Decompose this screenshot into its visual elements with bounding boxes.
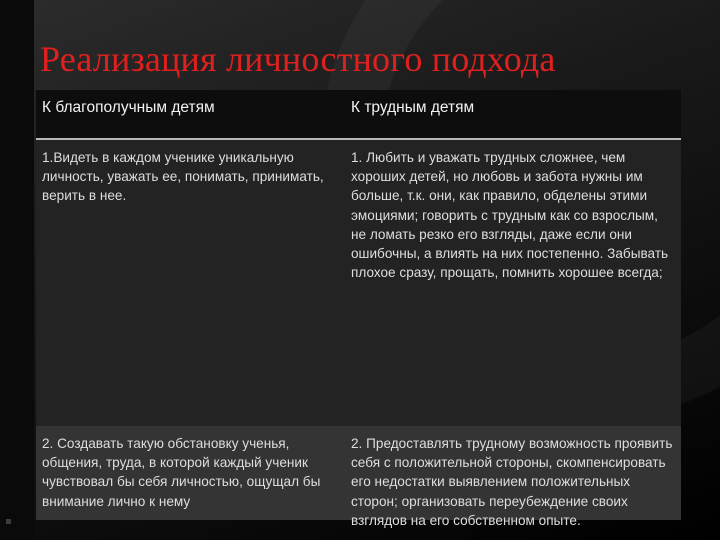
left-dark-stripe	[0, 0, 34, 540]
table-row	[36, 426, 681, 528]
table-row	[36, 140, 681, 426]
slide-title: Реализация личностного подхода	[40, 39, 556, 79]
table-header-row	[36, 90, 681, 140]
table-cell: 2. Создавать такую обстановку ученья, общения, труда, в которой каждый ученик чувствовал бы себя личностью, ощущал бы внимание лично к нему	[42, 436, 321, 509]
table-cell: 1.Видеть в каждом ученике уникальную личность, уважать ее, понимать, принимать, верить в нее.	[42, 150, 324, 204]
header-cell-difficult: К трудным детям	[351, 99, 475, 116]
table-cell: 2. Предоставлять трудному возможность проявить себя с положительной стороны, скомпенсировать его недостатки выявлением положительных сторон; организовать переубеждение своих взглядов на его собственном опыте.	[351, 436, 673, 528]
corner-dot	[6, 519, 11, 524]
header-cell-prosperous: К благополучным детям	[42, 99, 215, 116]
comparison-table	[36, 90, 681, 528]
table-cell: 1. Любить и уважать трудных сложнее, чем хороших детей, но любовь и забота нужны им больше, т.к. они, как правило, обделены этими эмоциями; говорить с трудным как со взрослым, не ломать резко его взгляды, даже если они ошибочны, а влиять на них постепенно. Забывать плохое сразу, прощать, помнить хорошее всегда;	[351, 150, 669, 281]
